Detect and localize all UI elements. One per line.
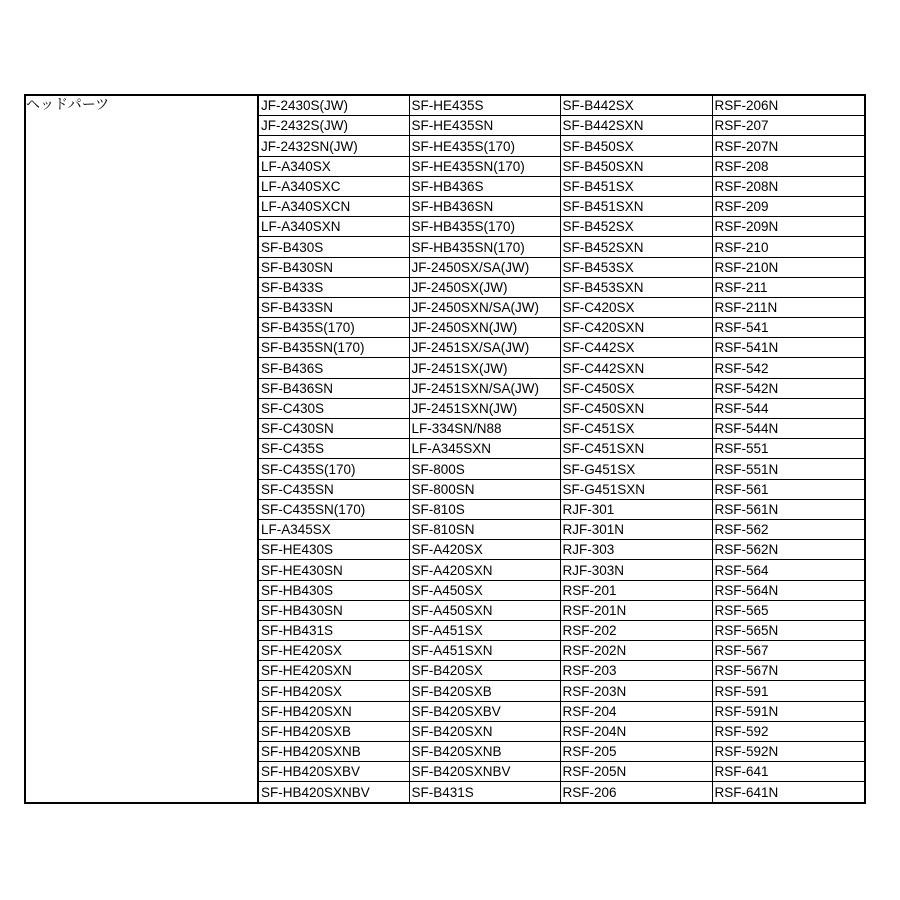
part-number-cell: RSF-210: [712, 237, 865, 257]
part-number-cell: SF-A420SX: [409, 540, 560, 560]
part-number-cell: RSF-205: [560, 742, 712, 762]
part-number-cell: SF-B420SXN: [409, 721, 560, 741]
part-number-cell: SF-C420SXN: [560, 318, 712, 338]
part-number-cell: RSF-201: [560, 580, 712, 600]
part-number-cell: RSF-562N: [712, 540, 865, 560]
part-number-cell: SF-800SN: [409, 479, 560, 499]
part-number-cell: JF-2451SX(JW): [409, 358, 560, 378]
part-number-cell: RSF-561N: [712, 499, 865, 519]
part-number-cell: SF-HE430SN: [258, 560, 409, 580]
part-number-cell: SF-HB420SX: [258, 681, 409, 701]
part-number-cell: SF-HB420SXB: [258, 721, 409, 741]
part-number-cell: LF-A345SXN: [409, 439, 560, 459]
part-number-cell: RSF-641N: [712, 782, 865, 803]
part-number-cell: RSF-204N: [560, 721, 712, 741]
part-number-cell: SF-HE435S: [409, 95, 560, 116]
part-number-cell: SF-B435S(170): [258, 318, 409, 338]
part-number-cell: JF-2451SX/SA(JW): [409, 338, 560, 358]
part-number-cell: SF-C450SX: [560, 378, 712, 398]
part-number-cell: RSF-551N: [712, 459, 865, 479]
part-number-cell: SF-B436S: [258, 358, 409, 378]
part-number-cell: SF-C451SX: [560, 419, 712, 439]
part-number-cell: SF-HB430SN: [258, 600, 409, 620]
part-number-cell: SF-B420SXBV: [409, 701, 560, 721]
part-number-cell: SF-B433SN: [258, 297, 409, 317]
part-number-cell: JF-2451SXN/SA(JW): [409, 378, 560, 398]
part-number-cell: SF-HB435S(170): [409, 217, 560, 237]
part-number-cell: RSF-202: [560, 620, 712, 640]
parts-table: [24, 94, 866, 804]
part-number-cell: SF-C442SX: [560, 338, 712, 358]
part-number-cell: RSF-564: [712, 560, 865, 580]
part-number-cell: SF-810S: [409, 499, 560, 519]
part-number-cell: SF-B435SN(170): [258, 338, 409, 358]
part-number-cell: LF-A340SXN: [258, 217, 409, 237]
part-number-cell: SF-HE435SN: [409, 116, 560, 136]
part-number-cell: RSF-565N: [712, 620, 865, 640]
part-number-cell: SF-B450SX: [560, 136, 712, 156]
part-number-cell: SF-B420SX: [409, 661, 560, 681]
part-number-cell: SF-800S: [409, 459, 560, 479]
part-number-cell: JF-2432S(JW): [258, 116, 409, 136]
part-number-cell: SF-B430SN: [258, 257, 409, 277]
part-number-cell: SF-C420SX: [560, 297, 712, 317]
part-number-cell: SF-B450SXN: [560, 156, 712, 176]
part-number-cell: RSF-561: [712, 479, 865, 499]
parts-table-body: [25, 95, 865, 803]
part-number-cell: SF-A450SXN: [409, 600, 560, 620]
part-number-cell: SF-B420SXNB: [409, 742, 560, 762]
part-number-cell: SF-HB420SXNB: [258, 742, 409, 762]
part-number-cell: RSF-541N: [712, 338, 865, 358]
part-number-cell: JF-2432SN(JW): [258, 136, 409, 156]
part-number-cell: SF-HB420SXBV: [258, 762, 409, 782]
part-number-cell: SF-C442SXN: [560, 358, 712, 378]
part-number-cell: RSF-551: [712, 439, 865, 459]
part-number-cell: RSF-567: [712, 641, 865, 661]
part-number-cell: RJF-301N: [560, 519, 712, 539]
part-number-cell: RSF-544: [712, 398, 865, 418]
part-number-cell: LF-A340SXCN: [258, 196, 409, 216]
part-number-cell: SF-B431S: [409, 782, 560, 803]
part-number-cell: SF-810SN: [409, 519, 560, 539]
table-row: [25, 95, 865, 116]
part-number-cell: JF-2450SX/SA(JW): [409, 257, 560, 277]
part-number-cell: SF-HE420SXN: [258, 661, 409, 681]
part-number-cell: RSF-542N: [712, 378, 865, 398]
part-number-cell: SF-A420SXN: [409, 560, 560, 580]
part-number-cell: RSF-203: [560, 661, 712, 681]
part-number-cell: RSF-202N: [560, 641, 712, 661]
part-number-cell: RSF-592N: [712, 742, 865, 762]
part-number-cell: SF-B442SXN: [560, 116, 712, 136]
part-number-cell: RSF-208N: [712, 176, 865, 196]
part-number-cell: SF-G451SXN: [560, 479, 712, 499]
part-number-cell: SF-B436SN: [258, 378, 409, 398]
part-number-cell: SF-HB436SN: [409, 196, 560, 216]
part-number-cell: SF-C435S(170): [258, 459, 409, 479]
part-number-cell: SF-C435SN: [258, 479, 409, 499]
part-number-cell: RJF-301: [560, 499, 712, 519]
part-number-cell: RSF-210N: [712, 257, 865, 277]
part-number-cell: LF-A345SX: [258, 519, 409, 539]
part-number-cell: RSF-206: [560, 782, 712, 803]
part-number-cell: JF-2450SXN(JW): [409, 318, 560, 338]
part-number-cell: RSF-562: [712, 519, 865, 539]
part-number-cell: SF-B453SXN: [560, 277, 712, 297]
part-number-cell: SF-C430SN: [258, 419, 409, 439]
part-number-cell: LF-A340SX: [258, 156, 409, 176]
part-number-cell: RSF-203N: [560, 681, 712, 701]
part-number-cell: SF-B452SXN: [560, 237, 712, 257]
part-number-cell: RSF-544N: [712, 419, 865, 439]
part-number-cell: SF-A451SX: [409, 620, 560, 640]
part-number-cell: RSF-542: [712, 358, 865, 378]
part-number-cell: RSF-591: [712, 681, 865, 701]
part-number-cell: SF-B430S: [258, 237, 409, 257]
part-number-cell: SF-HE435S(170): [409, 136, 560, 156]
part-number-cell: SF-B453SX: [560, 257, 712, 277]
part-number-cell: RSF-211: [712, 277, 865, 297]
part-number-cell: RSF-207: [712, 116, 865, 136]
part-number-cell: RSF-541: [712, 318, 865, 338]
part-number-cell: RSF-564N: [712, 580, 865, 600]
part-number-cell: RSF-567N: [712, 661, 865, 681]
part-number-cell: RSF-206N: [712, 95, 865, 116]
part-number-cell: RSF-592: [712, 721, 865, 741]
part-number-cell: RSF-208: [712, 156, 865, 176]
part-number-cell: RJF-303: [560, 540, 712, 560]
part-number-cell: RSF-201N: [560, 600, 712, 620]
part-number-cell: SF-HB435SN(170): [409, 237, 560, 257]
part-number-cell: RSF-641: [712, 762, 865, 782]
part-number-cell: SF-A451SXN: [409, 641, 560, 661]
part-number-cell: SF-B433S: [258, 277, 409, 297]
part-number-cell: RSF-211N: [712, 297, 865, 317]
part-number-cell: RSF-209: [712, 196, 865, 216]
part-number-cell: SF-G451SX: [560, 459, 712, 479]
part-number-cell: SF-HB420SXN: [258, 701, 409, 721]
part-number-cell: SF-HE430S: [258, 540, 409, 560]
part-number-cell: LF-334SN/N88: [409, 419, 560, 439]
part-number-cell: SF-HE420SX: [258, 641, 409, 661]
part-number-cell: JF-2430S(JW): [258, 95, 409, 116]
part-number-cell: RSF-209N: [712, 217, 865, 237]
part-number-cell: SF-B451SX: [560, 176, 712, 196]
part-number-cell: SF-A450SX: [409, 580, 560, 600]
part-number-cell: RSF-207N: [712, 136, 865, 156]
part-number-cell: SF-HB436S: [409, 176, 560, 196]
part-number-cell: SF-B442SX: [560, 95, 712, 116]
part-number-cell: RSF-205N: [560, 762, 712, 782]
part-number-cell: RSF-565: [712, 600, 865, 620]
part-number-cell: SF-HB431S: [258, 620, 409, 640]
part-number-cell: SF-HB420SXNBV: [258, 782, 409, 803]
part-number-cell: SF-HE435SN(170): [409, 156, 560, 176]
part-number-cell: RSF-204: [560, 701, 712, 721]
part-number-cell: SF-HB430S: [258, 580, 409, 600]
part-number-cell: SF-B452SX: [560, 217, 712, 237]
part-number-cell: RSF-591N: [712, 701, 865, 721]
part-number-cell: JF-2450SXN/SA(JW): [409, 297, 560, 317]
part-number-cell: RJF-303N: [560, 560, 712, 580]
part-number-cell: SF-C435S: [258, 439, 409, 459]
part-number-cell: SF-C451SXN: [560, 439, 712, 459]
part-number-cell: SF-B420SXB: [409, 681, 560, 701]
part-number-cell: JF-2450SX(JW): [409, 277, 560, 297]
part-number-cell: SF-C430S: [258, 398, 409, 418]
part-number-cell: SF-C450SXN: [560, 398, 712, 418]
part-number-cell: SF-C435SN(170): [258, 499, 409, 519]
part-number-cell: SF-B420SXNBV: [409, 762, 560, 782]
part-number-cell: SF-B451SXN: [560, 196, 712, 216]
section-label: ヘッドパーツ: [25, 95, 258, 803]
part-number-cell: LF-A340SXC: [258, 176, 409, 196]
part-number-cell: JF-2451SXN(JW): [409, 398, 560, 418]
